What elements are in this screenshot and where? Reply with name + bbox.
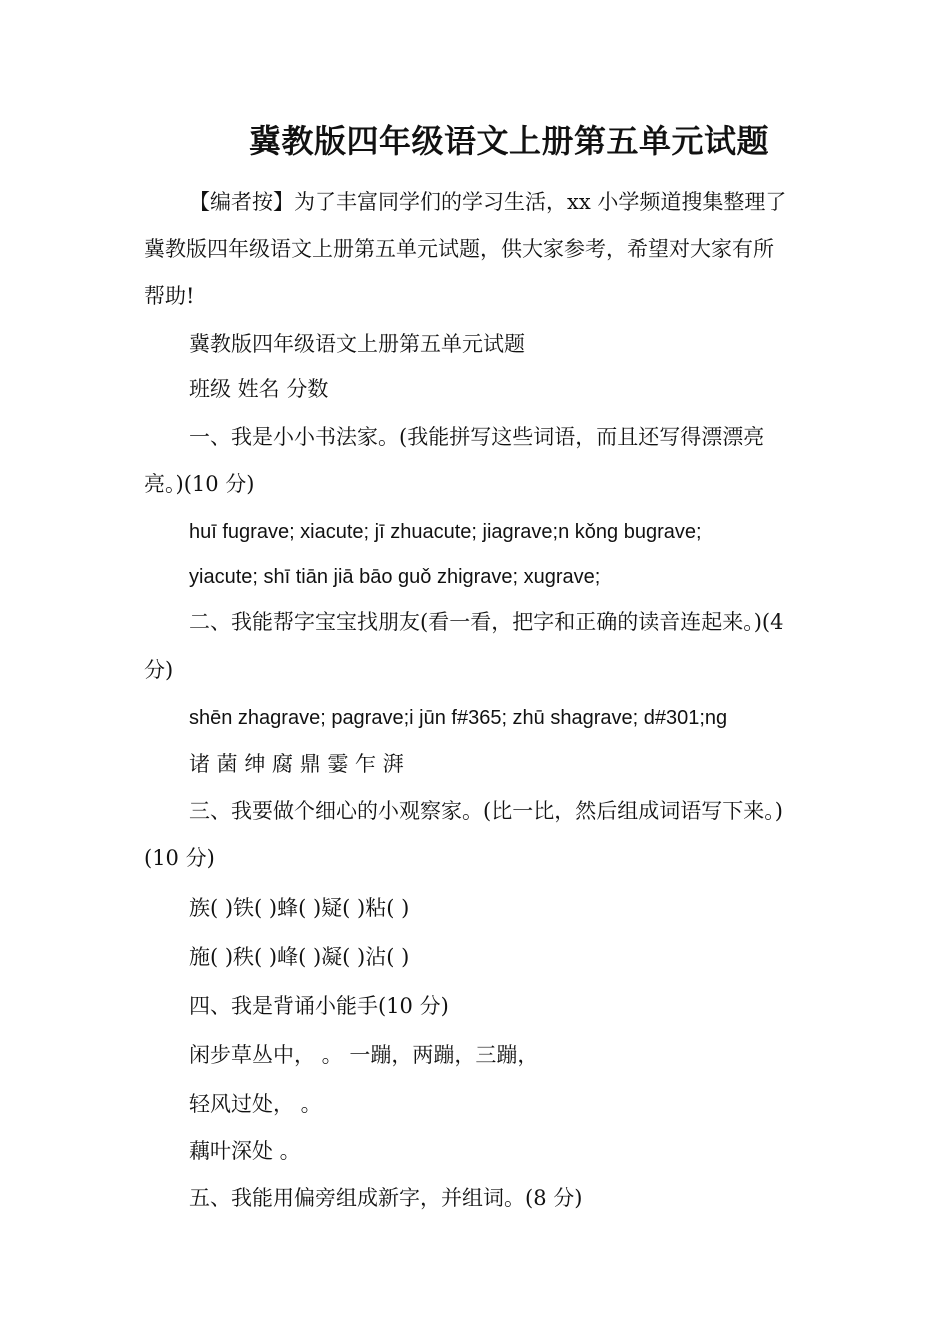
section3-heading-continued: (10 分) — [144, 846, 215, 870]
section1-heading-continued: 亮。)(10 分) — [144, 472, 255, 496]
intro-line-1: 【编者按】为了丰富同学们的学习生活，xx 小学频道搜集整理了 — [189, 190, 787, 214]
section4-line-3: 藕叶深处 。 — [189, 1139, 301, 1163]
intro-line-3: 帮助! — [144, 284, 195, 308]
section2-heading-continued: 分) — [144, 658, 174, 682]
section4-line-1: 闲步草丛中， 。 一蹦，两蹦，三蹦， — [189, 1043, 539, 1067]
section2-heading: 二、我能帮字宝宝找朋友(看一看，把字和正确的读音连起来。)(4 — [189, 610, 784, 634]
section4-heading: 四、我是背诵小能手(10 分) — [189, 994, 449, 1018]
section3-row-2: 施( )秩( )峰( )凝( )沾( ) — [189, 945, 410, 969]
section2-characters-line: 诸 菌 绅 腐 鼎 霎 乍 湃 — [189, 752, 404, 776]
intro-line-2: 冀教版四年级语文上册第五单元试题，供大家参考，希望对大家有所 — [144, 237, 774, 261]
section1-pinyin-line-2: yiacute; shī tiān jiā bāo guǒ zhigrave; xugrave; — [189, 566, 601, 588]
section4-line-2: 轻风过处， 。 — [189, 1092, 322, 1116]
subtitle: 冀教版四年级语文上册第五单元试题 — [189, 332, 525, 356]
section2-pinyin-line: shēn zhagrave; pagrave;i jūn f#365; zhū shagrave; d#301;ng — [189, 707, 728, 729]
section3-row-1: 族( )铁( )蜂( )疑( )粘( ) — [189, 896, 410, 920]
section1-pinyin-line-1: huī fugrave; xiacute; jī zhuacute; jiagrave;n kǒng bugrave; — [189, 521, 702, 543]
section1-heading: 一、我是小小书法家。(我能拼写这些词语，而且还写得漂漂亮 — [189, 425, 765, 449]
class-name-score-line: 班级 姓名 分数 — [189, 377, 329, 401]
document-title: 冀教版四年级语文上册第五单元试题 — [248, 122, 769, 160]
section3-heading: 三、我要做个细心的小观察家。(比一比，然后组成词语写下来。) — [189, 799, 783, 823]
section5-heading: 五、我能用偏旁组成新字，并组词。(8 分) — [189, 1186, 583, 1210]
